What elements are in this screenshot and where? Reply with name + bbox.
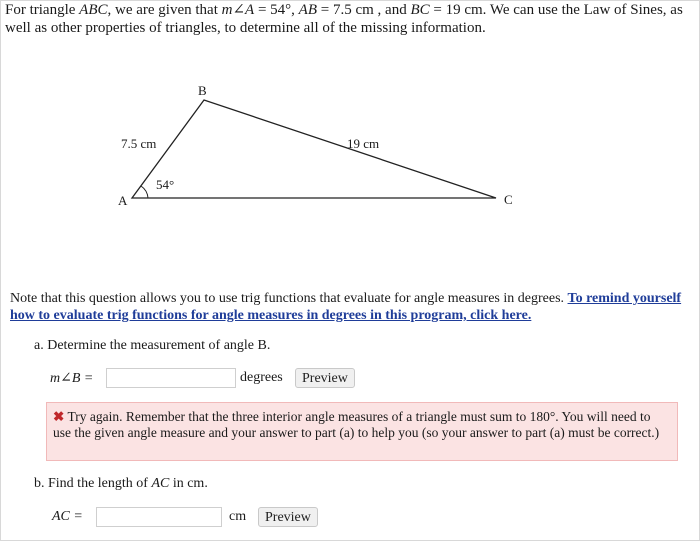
angle-b-variable-label: m∠B = [50, 370, 94, 386]
intro-text: For triangle [5, 2, 80, 18]
part-b-answer-row [52, 507, 318, 527]
feedback-message [46, 402, 678, 461]
part-b-prompt-var: AC [151, 476, 170, 491]
intro-triangle-name: ABC [79, 2, 108, 18]
triangle-svg [0, 0, 700, 260]
side-bc-label: 19 cm [347, 136, 380, 151]
part-b-preview-button[interactable]: Preview [258, 507, 318, 527]
ac-unit: cm [229, 509, 247, 524]
vertex-b-label: B [198, 83, 207, 98]
note-text: Note that this question allows you to use trig functions that evaluate for angle measures in degrees. [10, 291, 568, 306]
intro-text: = 19 cm. We can use the Law of Sines, as well as other properties of triangles, to determine all of the missing information. [5, 2, 683, 36]
triangle-diagram [0, 0, 700, 260]
error-x-icon: ✖ [53, 409, 65, 424]
triangle-outline [132, 100, 496, 198]
part-a-answer-row [50, 368, 355, 388]
angle-b-unit: degrees [240, 370, 283, 385]
vertex-c-label: C [504, 192, 513, 207]
vertex-a-label: A [118, 193, 128, 208]
part-b-prompt [34, 476, 208, 492]
part-a-preview-button[interactable]: Preview [295, 368, 355, 388]
angle-a-label: 54° [156, 177, 175, 192]
part-b-prompt-text: b. Find the length of [34, 476, 152, 491]
intro-side-ab: AB [298, 2, 317, 18]
angle-a-arc [141, 186, 148, 198]
feedback-text: Try again. Remember that the three interior angle measures of a triangle must sum to 180°. You will need to use the given angle measure and your answer to part (a) to help you (so your answer to part (a) must be correct.) [53, 409, 660, 440]
intro-text: = 54°, [254, 2, 299, 18]
trig-help-link[interactable]: To remind yourself how to evaluate trig functions for angle measures in degrees in this program, click here. [10, 291, 682, 323]
angle-b-input[interactable] [106, 368, 236, 388]
side-ab-label: 7.5 cm [121, 136, 157, 151]
intro-text: , we are given that [107, 2, 222, 18]
intro-text: = 7.5 cm , and [317, 2, 411, 18]
intro-side-bc: BC [410, 2, 430, 18]
trig-note [10, 290, 690, 324]
intro-angle-a: m∠A [221, 2, 255, 18]
ac-variable-label: AC = [52, 509, 83, 524]
ac-length-input[interactable] [96, 507, 222, 527]
part-b-prompt-text: in cm. [169, 476, 208, 491]
part-a-prompt: a. Determine the measurement of angle B. [34, 338, 271, 353]
